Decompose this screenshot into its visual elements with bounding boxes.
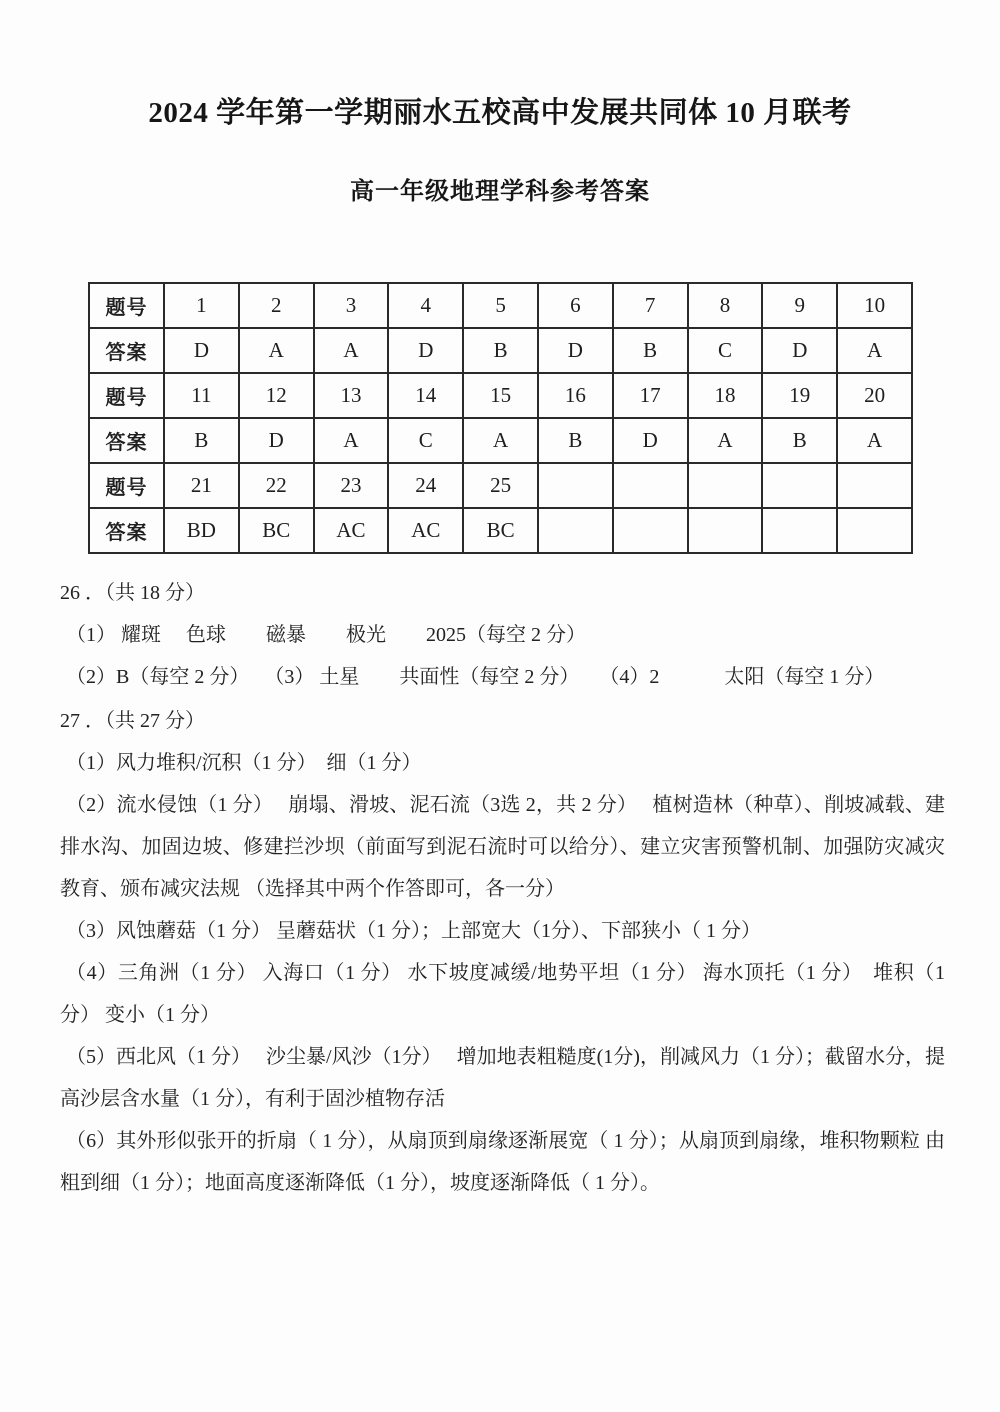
empty-cell <box>613 508 688 553</box>
answer-cell: BD <box>164 508 239 553</box>
answer-cell: BC <box>463 508 538 553</box>
answer-cell: A <box>837 418 912 463</box>
empty-cell <box>688 508 763 553</box>
question-26-heading: 26 ．（共 18 分） <box>60 582 205 604</box>
answer-cell: C <box>388 418 463 463</box>
question-number-cell: 8 <box>688 283 763 328</box>
empty-cell <box>762 508 837 553</box>
question-number-cell: 25 <box>463 463 538 508</box>
question-number-cell: 3 <box>314 283 389 328</box>
row-header: 答案 <box>89 418 164 463</box>
empty-cell <box>837 463 912 508</box>
empty-cell <box>538 463 613 508</box>
empty-cell <box>837 508 912 553</box>
row-header: 答案 <box>89 508 164 553</box>
row-header: 题号 <box>89 283 164 328</box>
answer-cell: B <box>538 418 613 463</box>
question-number-cell: 20 <box>837 373 912 418</box>
question-number-cell: 6 <box>538 283 613 328</box>
question-number-cell: 5 <box>463 283 538 328</box>
question-number-cell: 11 <box>164 373 239 418</box>
answer-cell: B <box>463 328 538 373</box>
empty-cell <box>538 508 613 553</box>
question-26-parts-2-3-4: （2）B（每空 2 分） （3） 土星 共面性（每空 2 分） （4）2 太阳（每空 1 分） <box>66 666 885 688</box>
answer-cell: C <box>688 328 763 373</box>
table-row-answers-11-20 <box>89 418 912 463</box>
empty-cell <box>762 463 837 508</box>
question-27-part-4: （4）三角洲（1 分） 入海口（1 分） 水下坡度减缓/地势平坦（1 分） 海水顶托（1 分） 堆积（1 分） 变小（1 分） <box>60 962 945 1026</box>
answer-cell: A <box>314 418 389 463</box>
question-number-cell: 13 <box>314 373 389 418</box>
answer-cell: BC <box>239 508 314 553</box>
question-number-cell: 16 <box>538 373 613 418</box>
question-number-cell: 15 <box>463 373 538 418</box>
answer-cell: D <box>239 418 314 463</box>
table-row-question-numbers-21-25 <box>89 463 912 508</box>
question-27-part-2: （2）流水侵蚀（1 分） 崩塌、滑坡、泥石流（3选 2，共 2 分） 植树造林（种草）、削坡减载、建排水沟、加固边坡、修建拦沙坝（前面写到泥石流时可以给分）、建立灾害预警机制、加强防灾减灾教育、颁布减灾法规 （选择其中两个作答即可，各一分） <box>60 794 945 900</box>
empty-cell <box>613 463 688 508</box>
row-header: 题号 <box>89 373 164 418</box>
question-number-cell: 21 <box>164 463 239 508</box>
row-header: 题号 <box>89 463 164 508</box>
document-subtitle: 高一年级地理学科参考答案 <box>350 179 650 205</box>
answer-cell: A <box>314 328 389 373</box>
question-number-cell: 4 <box>388 283 463 328</box>
table-row-answers-1-10 <box>89 328 912 373</box>
answer-cell: AC <box>388 508 463 553</box>
answer-cell: B <box>762 418 837 463</box>
question-number-cell: 7 <box>613 283 688 328</box>
question-27-part-3: （3）风蚀蘑菇（1 分） 呈蘑菇状（1 分）；上部宽大（1分）、下部狭小（ 1 分） <box>66 920 761 942</box>
answer-cell: D <box>538 328 613 373</box>
question-27-heading: 27 ．（共 27 分） <box>60 710 205 732</box>
answer-cell: A <box>463 418 538 463</box>
table-row-question-numbers-11-20 <box>89 373 912 418</box>
answer-cell: D <box>388 328 463 373</box>
answer-cell: B <box>164 418 239 463</box>
question-number-cell: 17 <box>613 373 688 418</box>
question-number-cell: 14 <box>388 373 463 418</box>
answer-cell: D <box>164 328 239 373</box>
answer-cell: AC <box>314 508 389 553</box>
empty-cell <box>688 463 763 508</box>
table-row-answers-21-25 <box>89 508 912 553</box>
question-27-part-1: （1）风力堆积/沉积（1 分） 细（1 分） <box>66 752 422 774</box>
question-27-part-6: （6）其外形似张开的折扇（ 1 分），从扇顶到扇缘逐渐展宽（ 1 分）；从扇顶到扇缘，堆积物颗粒 由粗到细（1 分）；地面高度逐渐降低（1 分），坡度逐渐降低（ 1 分）。 <box>60 1130 945 1194</box>
question-number-cell: 22 <box>239 463 314 508</box>
question-number-cell: 2 <box>239 283 314 328</box>
question-number-cell: 23 <box>314 463 389 508</box>
document-title: 2024 学年第一学期丽水五校高中发展共同体 10 月联考 <box>148 97 852 129</box>
row-header: 答案 <box>89 328 164 373</box>
answer-cell: A <box>837 328 912 373</box>
question-27-part-5: （5）西北风（1 分） 沙尘暴/风沙（1分） 增加地表粗糙度(1分)，削减风力（1 分）；截留水分，提高沙层含水量（1 分），有利于固沙植物存活 <box>60 1046 945 1110</box>
answer-cell: A <box>688 418 763 463</box>
question-number-cell: 19 <box>762 373 837 418</box>
answer-cell: D <box>613 418 688 463</box>
question-number-cell: 24 <box>388 463 463 508</box>
table-row-question-numbers-1-10 <box>89 283 912 328</box>
question-number-cell: 12 <box>239 373 314 418</box>
answer-cell: D <box>762 328 837 373</box>
answer-cell: B <box>613 328 688 373</box>
question-number-cell: 18 <box>688 373 763 418</box>
question-number-cell: 1 <box>164 283 239 328</box>
section-question-26 <box>60 572 945 698</box>
question-number-cell: 10 <box>837 283 912 328</box>
answer-key-table <box>88 282 913 554</box>
answer-cell: A <box>239 328 314 373</box>
section-question-27 <box>60 700 945 1204</box>
question-number-cell: 9 <box>762 283 837 328</box>
question-26-part-1: （1） 耀斑 色球 磁暴 极光 2025（每空 2 分） <box>66 624 586 646</box>
answer-explanations <box>60 572 945 1204</box>
